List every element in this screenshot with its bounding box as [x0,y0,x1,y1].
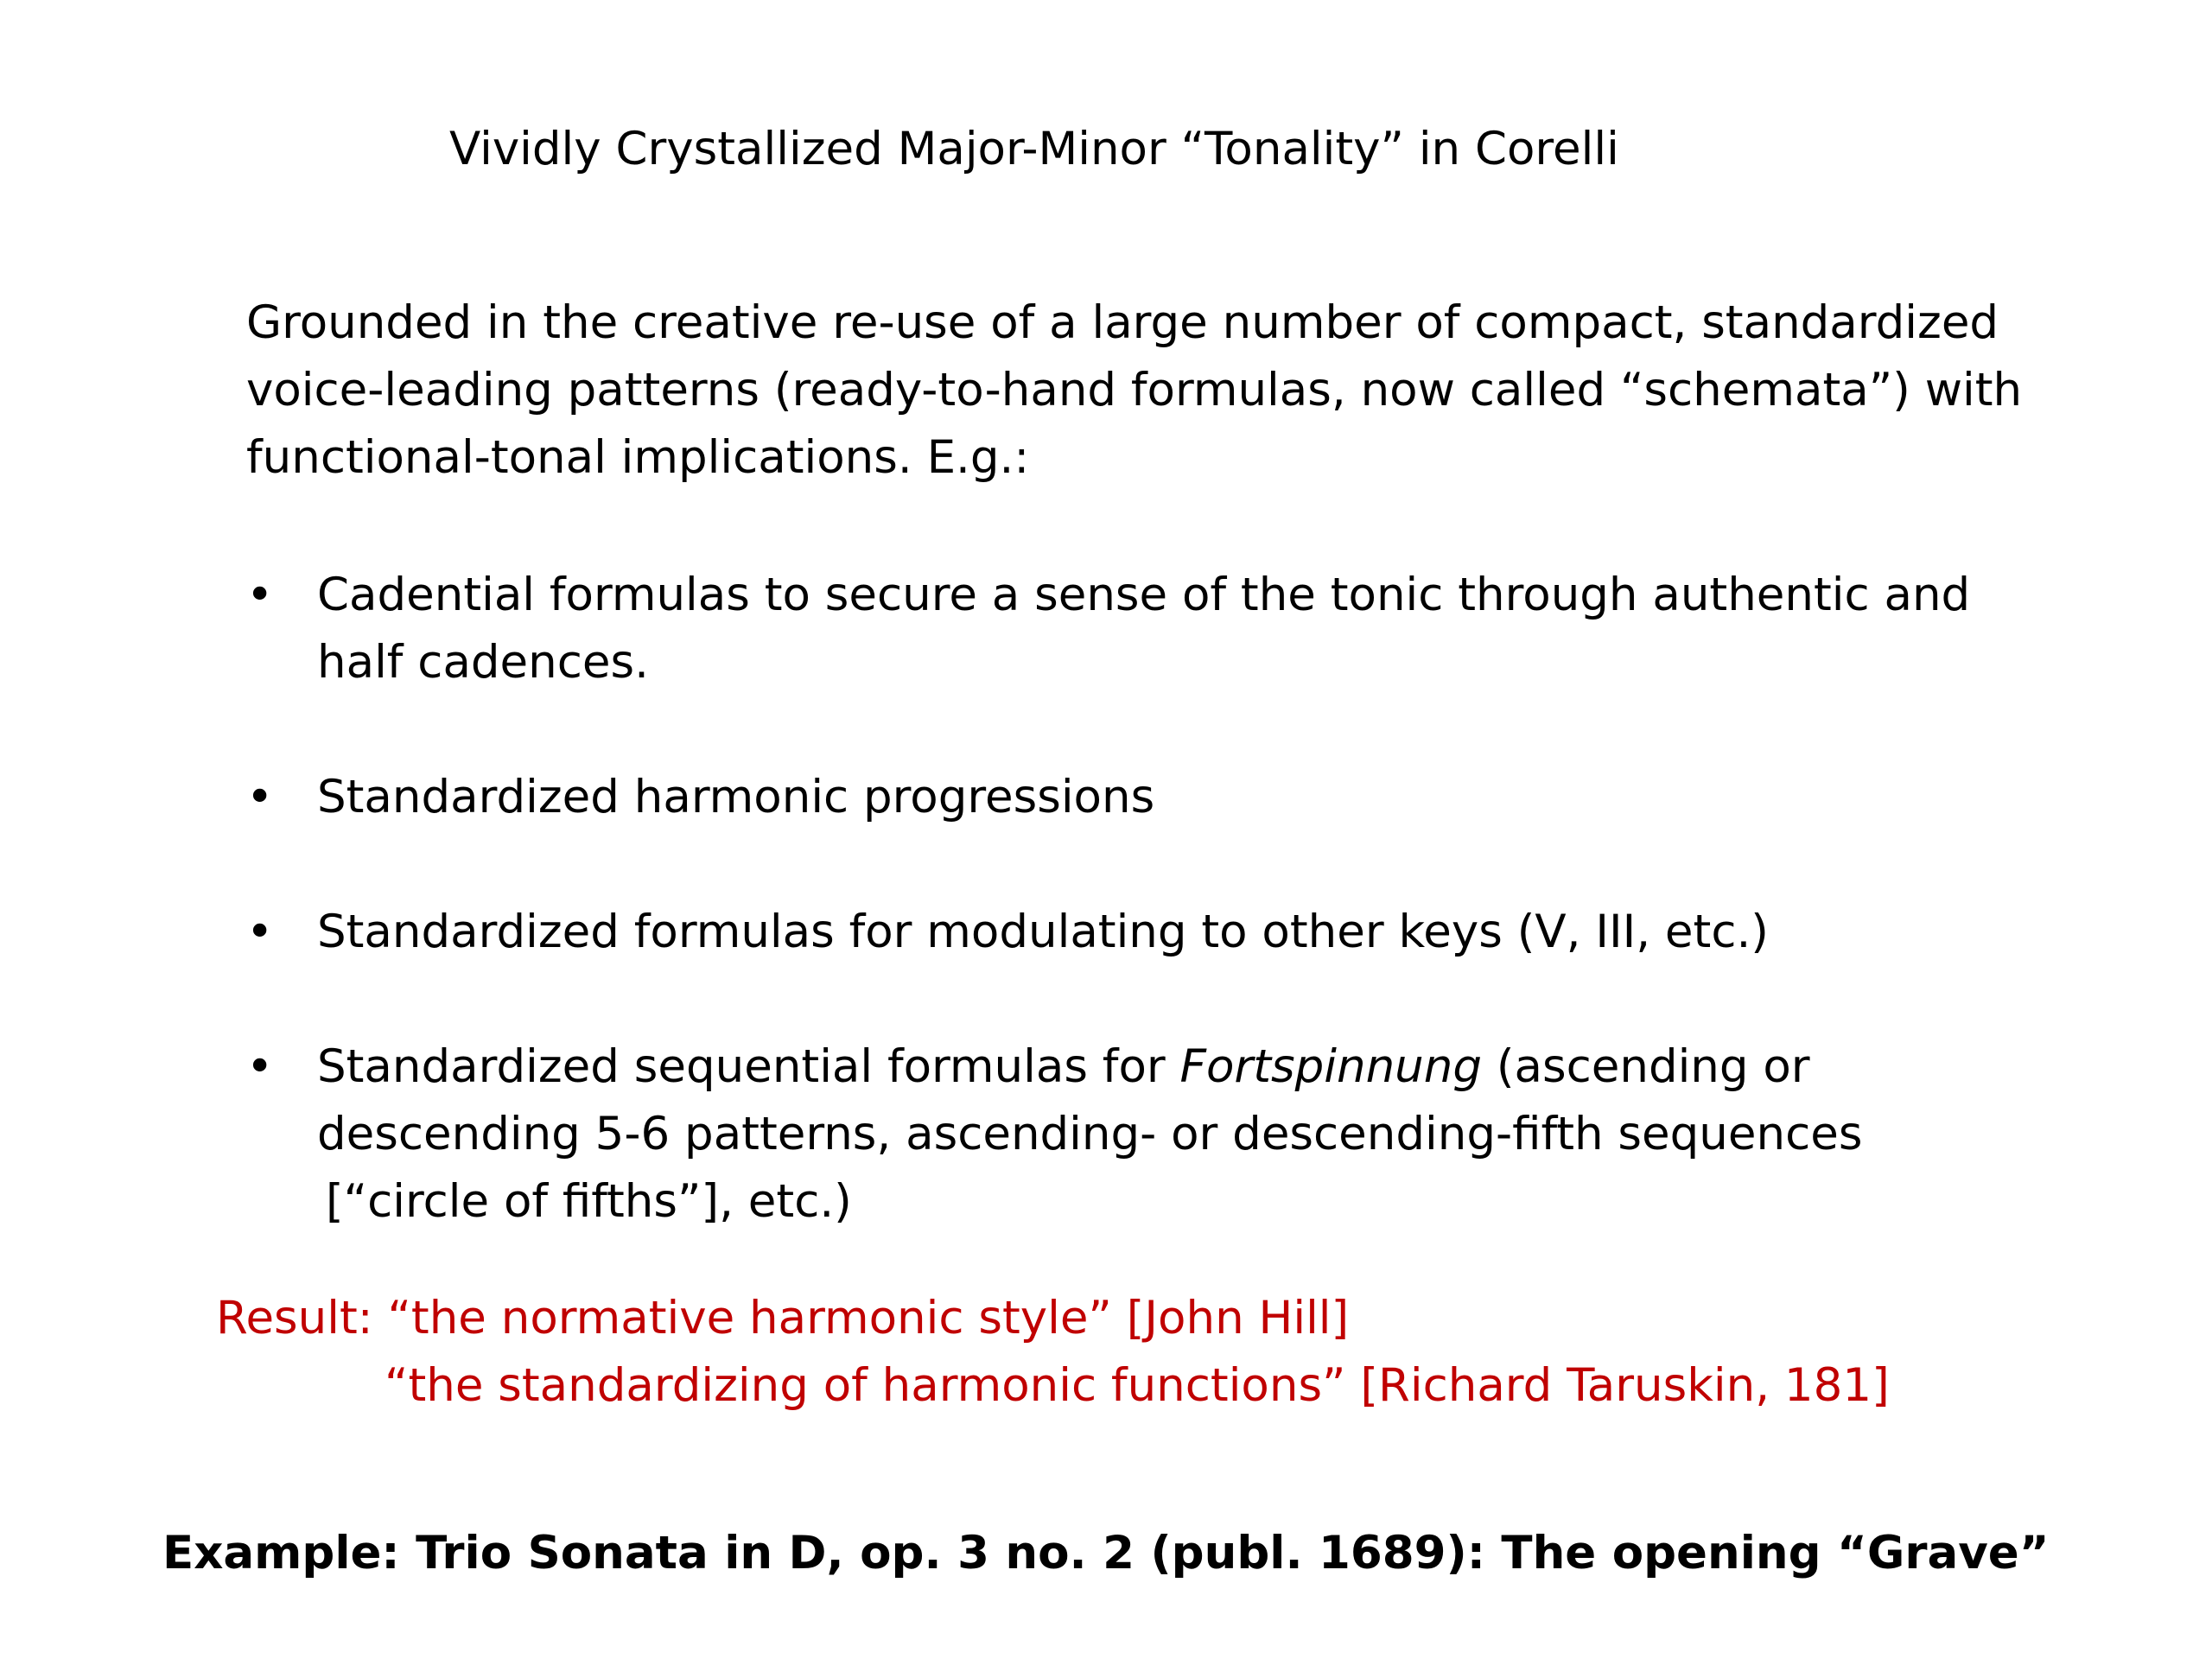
bullet-line-end: (ascending or [1481,1040,1810,1093]
result-line: Result: “the normative harmonic style” [John Hill] [216,1292,1350,1344]
bullet-text [317,899,2088,966]
bullet-line: Cadential formulas to secure a sense of the tonic through authentic and [317,569,1971,621]
bullet-line: Standardized formulas for modulating to other keys (V, III, etc.) [317,906,1769,958]
slide-title: Vividly Crystallized Major-Minor “Tonality” in Corelli [449,123,1619,175]
result-block [216,1285,1890,1420]
intro-line: Grounded in the creative re-use of a large number of compact, standardized [246,296,1999,349]
bullet-text [317,764,2088,831]
bullet-line: [“circle of fifths”], etc.) [326,1175,852,1228]
bullet-icon: • [246,1040,274,1093]
fortspinnung-term: Fortspinnung [1179,1040,1482,1093]
bullet-line: Standardized harmonic progressions [317,771,1155,823]
bullet-icon: • [246,771,274,823]
bullet-line: half cadences. [317,636,649,689]
intro-line: voice-leading patterns (ready-to-hand formulas, now called “schemata”) with [246,364,2023,416]
intro-line: functional-tonal implications. E.g.: [246,431,1030,484]
bullet-icon: • [246,569,274,621]
result-line: “the standardizing of harmonic functions” [Richard Taruskin, 181] [385,1359,1890,1412]
example-caption: Example: Trio Sonata in D, op. 3 no. 2 (publ. 1689): The opening “Grave” [162,1527,2050,1580]
intro-paragraph [246,289,2061,492]
bullet-line: descending 5-6 patterns, ascending- or descending-fifth sequences [317,1108,1863,1160]
bullet-line [317,1033,2088,1101]
bullet-line-start: Standardized sequential formulas for [317,1040,1180,1093]
bullet-text [317,1033,2088,1236]
bullet-text [317,562,2088,696]
bullet-icon: • [246,906,274,958]
